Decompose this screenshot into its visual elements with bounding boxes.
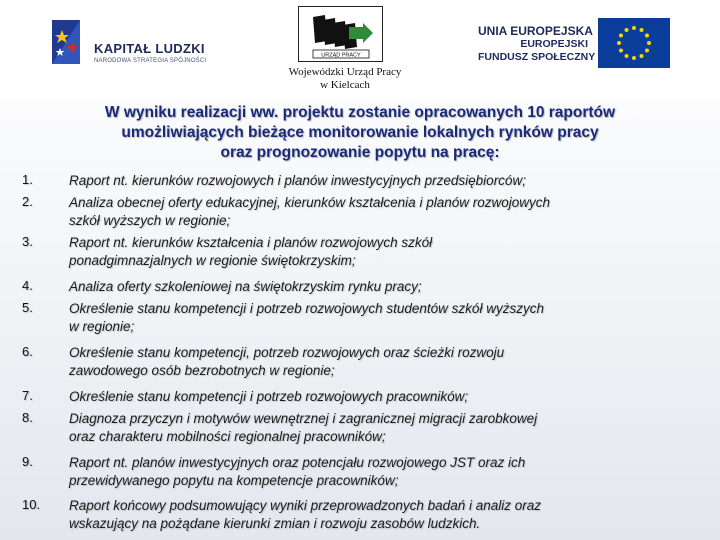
list-item-line: Raport nt. kierunków rozwojowych i planów inwestycyjnych przedsiębiorców; [69,173,526,188]
list-item-line: w regionie; [69,318,135,334]
logo-header [0,0,720,100]
urzad-pracy-caption-line2: w Kielcach [320,79,370,91]
list-item-line: ponadgimnazjalnych w regionie świętokrzyskim; [69,252,356,268]
kapital-ludzki-subtitle: NARODOWA STRATEGIA SPÓJNOŚCI [94,58,207,64]
list-item-line: wskazujący na pożądane kierunki zmian i rozwoju zasobów ludzkich. [69,515,481,531]
urzad-pracy-sign-text: URZĄD PRACY [321,52,361,59]
list-item-line: Raport nt. kierunków kształcenia i planów rozwojowych szkół [69,235,433,250]
list-item-number: 8. [22,410,33,425]
list-item-line: Określenie stanu kompetencji, potrzeb rozwojowych oraz ścieżki rozwoju [69,345,505,360]
list-item-line: Określenie stanu kompetencji i potrzeb rozwojowych pracowników; [69,389,469,404]
eu-logo-text [478,24,596,64]
list-item-line: Określenie stanu kompetencji i potrzeb rozwojowych studentów szkół wyższych [69,301,544,316]
list-item-text [69,410,699,445]
list-item-text [69,194,699,229]
list-item-line: Raport końcowy podsumowujący wyniki przeprowadzonych badań i analiz oraz [69,498,541,513]
urzad-pracy-caption-line1: Wojewódzki Urząd Pracy [288,66,402,78]
eu-line3: FUNDUSZ SPOŁECZNY [478,51,596,63]
list-item-line: Raport nt. planów inwestycyjnych oraz potencjału rozwojowego JST oraz ich [69,455,526,470]
list-item-number: 6. [22,344,33,359]
list-item-number: 2. [22,194,33,209]
list-item-text [69,234,699,269]
kapital-ludzki-mark-icon [50,18,86,72]
urzad-pracy-logo [298,6,383,62]
kapital-ludzki-logo [50,18,250,72]
list-item-number: 9. [22,454,33,469]
list-item-number: 4. [22,278,33,293]
list-item-line: zawodowego osób bezrobotnych w regionie; [69,362,335,378]
eu-line1: UNIA EUROPEJSKA [478,24,593,38]
list-item-text [69,300,699,335]
list-item-line: oraz charakteru mobilności regionalnej pracowników; [69,428,386,444]
list-item-text [69,497,699,532]
eu-line2: EUROPEJSKI [520,38,588,50]
urzad-pracy-sign-icon [299,7,382,61]
list-item-line: szkół wyższych w regionie; [69,212,231,228]
list-item-number: 7. [22,388,33,403]
slide-heading [40,103,680,163]
kapital-ludzki-title: KAPITAŁ LUDZKI [94,41,205,56]
list-item-number: 3. [22,234,33,249]
list-item-text [69,388,699,406]
list-item-line: Analiza obecnej oferty edukacyjnej, kierunków kształcenia i planów rozwojowych [69,195,550,210]
eu-flag-icon [598,18,670,68]
list-item-text [69,172,699,190]
heading-line1: W wyniku realizacji ww. projektu zostanie opracowanych 10 raportów [104,104,616,121]
heading-line3: oraz prognozowanie popytu na pracę: [220,144,500,161]
list-item-number: 5. [22,300,33,315]
list-item-text [69,344,699,379]
list-item-text [69,454,699,489]
list-item-number: 1. [22,172,33,187]
list-item-number: 10. [22,497,41,512]
list-item-line: przewidywanego popytu na kompetencje pracowników; [69,472,399,488]
urzad-pracy-caption [270,66,420,92]
heading-line2: umożliwiających bieżące monitorowanie lokalnych rynków pracy [121,124,599,141]
list-item-text [69,278,699,296]
list-item-line: Analiza oferty szkoleniowej na świętokrzyskim rynku pracy; [69,279,422,294]
list-item-line: Diagnoza przyczyn i motywów wewnętrznej i zagranicznej migracji zarobkowej [69,411,538,426]
